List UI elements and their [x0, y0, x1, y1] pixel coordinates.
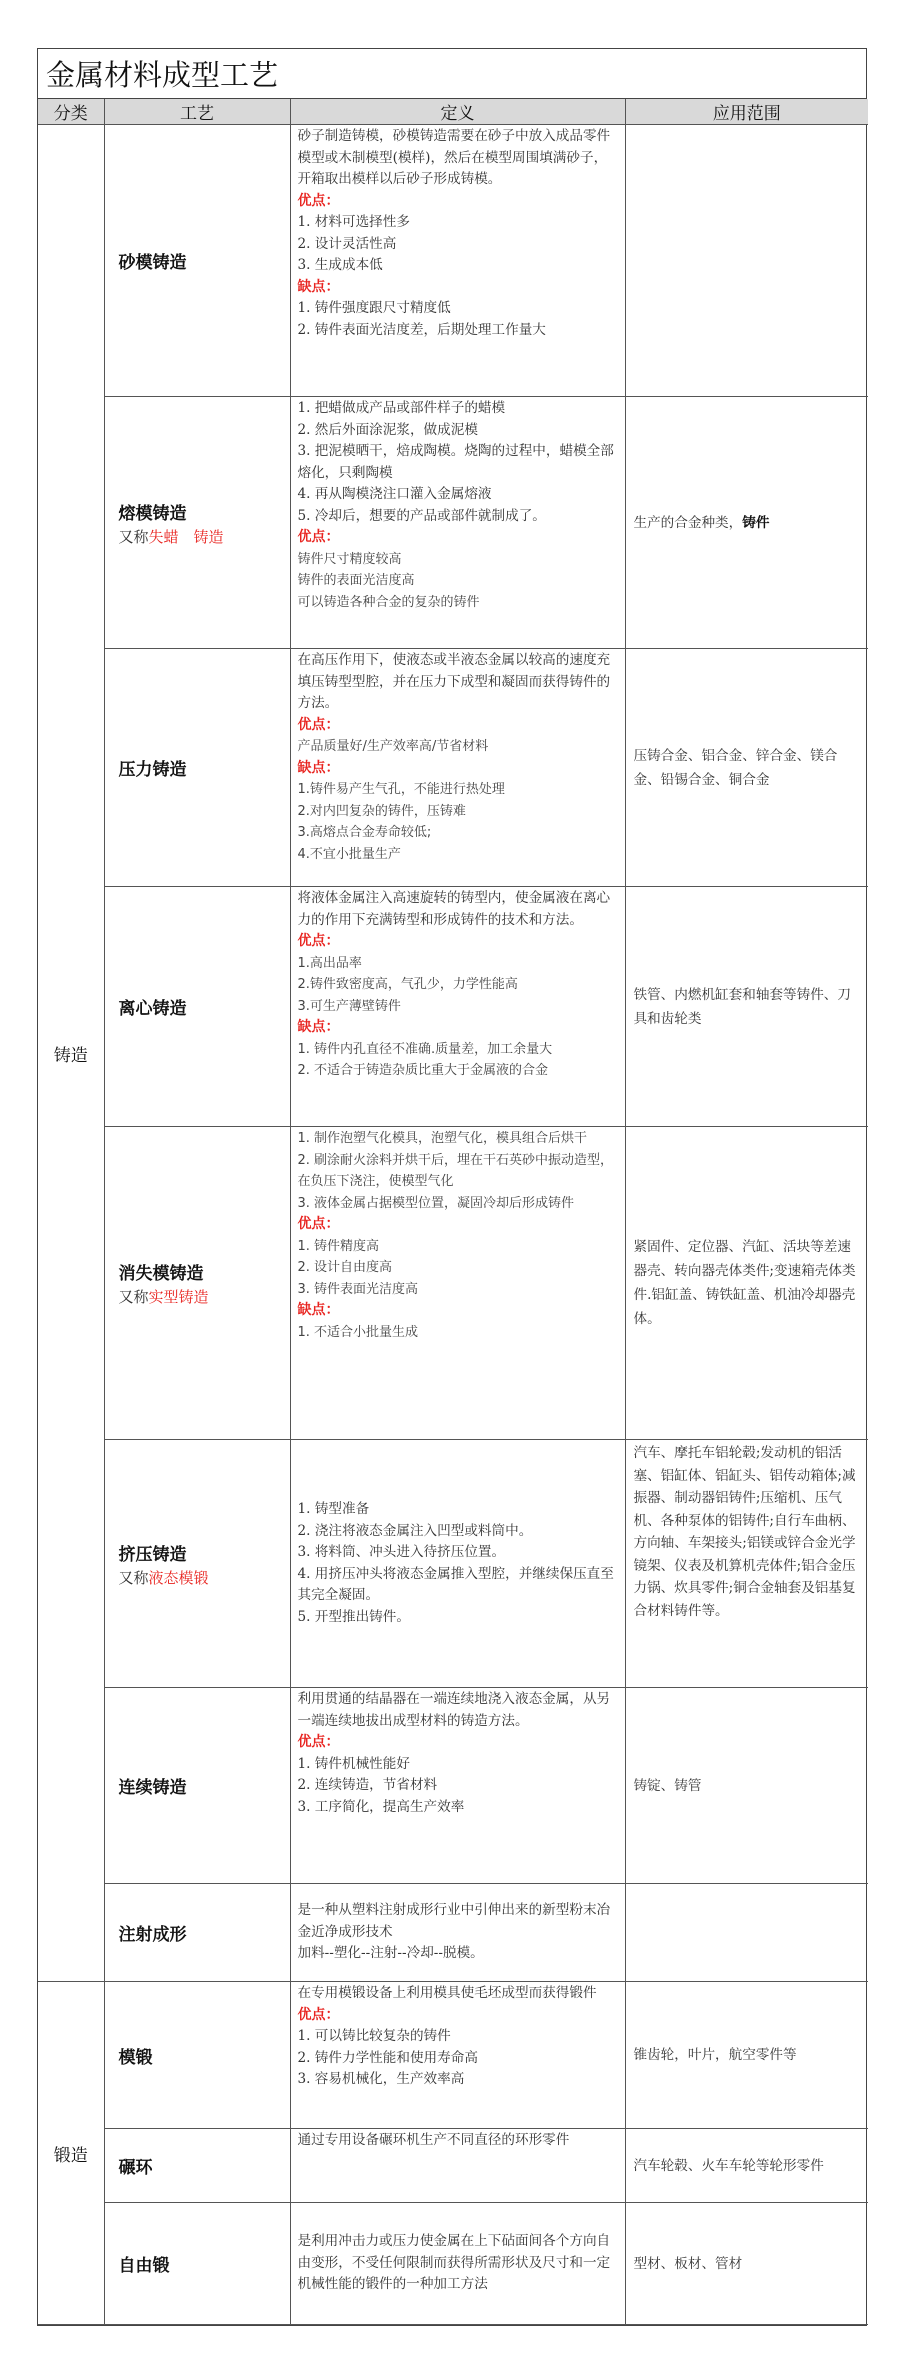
cons-label: 缺点：: [297, 1302, 340, 1318]
process-cell: [104, 2129, 290, 2203]
table-body: [38, 125, 868, 2325]
application-cell: [625, 1688, 868, 1884]
process-table: [38, 99, 868, 2325]
definition-cell: [290, 887, 625, 1127]
application-text: 铸锭、铸管: [633, 1777, 702, 1794]
process-name: 砂模铸造: [118, 253, 187, 273]
alias-name: 实型铸造: [148, 1288, 209, 1306]
pros-item: 2. 连续铸造，节省材料: [297, 1777, 438, 1793]
pros-item: 3. 容易机械化，生产效率高: [297, 2071, 465, 2087]
pros-item: 2. 铸件力学性能和使用寿命高: [297, 2049, 478, 2066]
process-name: 碾环: [118, 2158, 153, 2178]
process-name: 连续铸造: [118, 1778, 187, 1798]
alias-name: 液态模锻: [148, 1568, 209, 1587]
table-row: [38, 1688, 868, 1884]
process-name: 挤压铸造: [118, 1544, 187, 1565]
pros-item: 1. 铸件精度高: [297, 1238, 380, 1254]
process-alias: [119, 1567, 290, 1588]
pros-item: 铸件尺寸精度较高: [297, 551, 402, 567]
cons-label: 缺点：: [297, 759, 340, 776]
pros-label: 优点：: [297, 933, 340, 949]
cons-item: 1. 铸件强度跟尺寸精度低: [297, 300, 451, 316]
cons-item: 2. 不适合于铸造杂质比重大于金属液的合金: [297, 1063, 549, 1078]
application-cell: [625, 1440, 868, 1688]
process-cell: [104, 1440, 290, 1688]
application-cell: [625, 2129, 868, 2203]
process-name: 压力铸造: [118, 760, 187, 780]
table-row: [38, 887, 868, 1127]
process-alias: [119, 1286, 290, 1307]
application-text: 紧固件、定位器、汽缸、活块等差速器壳、转向器壳体类件;变速箱壳体类件.铝缸盖、铸铁缸盖、机油冷却器壳体。: [633, 1239, 856, 1327]
process-cell: [104, 649, 290, 887]
process-name: 熔模铸造: [118, 503, 187, 524]
table-row: [38, 2203, 868, 2325]
definition-line: 2. 刷涂耐火涂料并烘干后，埋在干石英砂中振动造型，在负压下浇注，使模型气化: [297, 1152, 614, 1189]
pros-item: 1. 材料可选择性多: [297, 214, 410, 230]
pros-label: 优点：: [297, 716, 340, 733]
table-row: [38, 649, 868, 887]
definition-line: 3. 把泥模晒干，焙成陶模。烧陶的过程中，蜡模全部熔化，只剩陶模: [297, 443, 614, 481]
definition-line: 通过专用设备碾环机生产不同直径的环形零件: [297, 2132, 570, 2148]
definition-line: 1. 制作泡塑气化模具，泡塑气化，模具组合后烘干: [297, 1131, 588, 1146]
definition-cell: [290, 125, 625, 397]
cons-label: 缺点：: [297, 278, 340, 295]
application-text: 压铸合金、铝合金、锌合金、镁合金、铅锡合金、铜合金: [633, 747, 838, 788]
application-cell: [625, 1127, 868, 1440]
pros-item: 产品质量好/生产效率高/节省材料: [297, 739, 489, 754]
process-cell: [104, 1884, 290, 1982]
process-cell: [104, 125, 290, 397]
definition-line: 是一种从塑料注射成形行业中引伸出来的新型粉末冶金近净成形技术: [297, 1902, 611, 1940]
definition-line: 4. 再从陶模浇注口灌入金属熔液: [297, 486, 492, 502]
table-row: [38, 1440, 868, 1688]
definition-cell: [290, 1982, 625, 2129]
application-text: 铁管、内燃机缸套和轴套等铸件、刀具和齿轮类: [633, 986, 851, 1027]
definition-line: 在专用模锻设备上利用模具使毛坯成型而获得锻件: [297, 1985, 597, 2001]
cons-item: 1.铸件易产生气孔，不能进行热处理: [297, 782, 505, 797]
pros-item: 1.高出品率: [297, 955, 362, 971]
application-text: 汽车、摩托车铝轮毂;发动机的铝活塞、铝缸体、铝缸头、铝传动箱体;减振器、制动器铝铸件;压缩机、压气机、各种泵体的铝铸件;自行车曲柄、方向轴、车架接头;铝镁或锌合金光学镜架、仪表及机算机壳体件;铝合金压力锅、炊具零件;铜合金轴套及铝基复合材料铸件等。: [633, 1445, 856, 1619]
pros-item: 3.可生产薄壁铸件: [297, 998, 401, 1014]
process-cell: [104, 1127, 290, 1440]
definition-line: 5. 开型推出铸件。: [297, 1608, 410, 1625]
definition-line: 是利用冲击力或压力使金属在上下砧面间各个方向自由变形，不受任何限制而获得所需形状及尺寸和一定机械性能的锻件的一种加工方法: [297, 2233, 611, 2293]
definition-line: 3. 液体金属占据模型位置，凝固冷却后形成铸件: [297, 1195, 575, 1211]
category-cell: 锻造: [38, 1982, 104, 2325]
process-name: 消失模铸造: [118, 1264, 204, 1284]
definition-line: 1. 把蜡做成产品或部件样子的蜡模: [297, 400, 506, 416]
application-cell: [625, 649, 868, 887]
application-bold-text: 铸件: [742, 514, 770, 531]
table-row: [38, 1982, 868, 2129]
application-text: 汽车轮毂、火车车轮等轮形零件: [633, 2157, 824, 2174]
pros-label: 优点：: [297, 1734, 340, 1750]
definition-cell: [290, 1884, 625, 1982]
category-cell: 铸造: [38, 125, 104, 1982]
pros-label: 优点：: [297, 529, 340, 545]
definition-line: 加料--塑化--注射--冷却--脱模。: [297, 1945, 484, 1962]
cons-item: 1. 铸件内孔直径不准确.质量差，加工余量大: [297, 1041, 553, 1057]
definition-line: 1. 铸型准备: [297, 1501, 370, 1517]
definition-cell: [290, 1127, 625, 1440]
cons-label: 缺点：: [297, 1019, 340, 1035]
definition-cell: [290, 1688, 625, 1884]
header-category: 分类: [38, 99, 104, 125]
pros-item: 2.铸件致密度高，气孔少，力学性能高: [297, 977, 518, 992]
pros-item: 3. 工序简化，提高生产效率: [297, 1798, 465, 1815]
definition-cell: [290, 2203, 625, 2325]
process-cell: [104, 887, 290, 1127]
pros-label: 优点：: [297, 2006, 340, 2023]
definition-line: 4. 用挤压冲头将液态金属推入型腔，并继续保压直至其完全凝固。: [297, 1565, 614, 1603]
process-cell: [104, 1688, 290, 1884]
application-cell: [625, 125, 868, 397]
pros-item: 可以铸造各种合金的复杂的铸件: [297, 594, 480, 610]
header-application: 应用范围: [625, 99, 868, 125]
table-row: [38, 1884, 868, 1982]
definition-line: 将液体金属注入高速旋转的铸型内，使金属液在离心力的作用下充满铸型和形成铸件的技术和方法。: [297, 890, 611, 928]
cons-item: 4.不宜小批量生产: [297, 846, 401, 862]
application-cell: [625, 2203, 868, 2325]
process-cell: [104, 397, 290, 649]
table-row: [38, 397, 868, 649]
definition-line: 砂子制造铸模，砂模铸造需要在砂子中放入成品零件模型或木制模型(模样)，然后在模型周围填满砂子，开箱取出模样以后砂子形成铸模。: [297, 128, 611, 187]
process-name: 注射成形: [118, 1925, 187, 1945]
process-alias: [119, 526, 290, 547]
header-process: 工艺: [104, 99, 290, 125]
application-text: 生产的合金种类，: [633, 514, 743, 531]
page-title: 金属材料成型工艺: [46, 58, 279, 92]
cons-item: 2.对内凹复杂的铸件，压铸难: [297, 803, 466, 819]
pros-item: 2. 设计自由度高: [297, 1260, 393, 1275]
application-text: 型材、板材、管材: [633, 2255, 743, 2272]
pros-item: 铸件的表面光洁度高: [297, 573, 415, 588]
definition-line: 2. 然后外面涂泥浆，做成泥模: [297, 421, 478, 438]
header-row: [38, 99, 868, 125]
definition-line: 3. 将料筒、冲头进入待挤压位置。: [297, 1544, 506, 1560]
alias-prefix: 又称: [118, 1568, 149, 1587]
alias-prefix: 又称: [118, 527, 149, 546]
application-cell: [625, 1884, 868, 1982]
table-row: [38, 2129, 868, 2203]
definition-line: 5. 冷却后，想要的产品或部件就制成了。: [297, 507, 546, 524]
alias-prefix: 又称: [118, 1288, 149, 1306]
application-cell: [625, 397, 868, 649]
cons-item: 3.高熔点合金寿命较低;: [297, 825, 432, 840]
table-row: [38, 1127, 868, 1440]
pros-item: 3. 铸件表面光洁度高: [297, 1281, 419, 1297]
table-row: [38, 125, 868, 397]
application-cell: [625, 1982, 868, 2129]
process-cell: [104, 2203, 290, 2325]
process-name: 离心铸造: [118, 999, 187, 1019]
pros-item: 1. 可以铸比较复杂的铸件: [297, 2028, 451, 2044]
process-name: 模锻: [118, 2047, 153, 2068]
application-text: 锥齿轮，叶片，航空零件等: [633, 2047, 797, 2063]
pros-label: 优点：: [297, 192, 340, 209]
process-name: 自由锻: [118, 2256, 170, 2276]
pros-item: 3. 生成成本低: [297, 257, 383, 273]
pros-label: 优点：: [297, 1216, 340, 1232]
alias-name: 失蜡 铸造: [148, 527, 224, 546]
process-table-sheet: [37, 48, 867, 2326]
cons-item: 2. 铸件表面光洁度差，后期处理工作量大: [297, 321, 546, 338]
pros-item: 2. 设计灵活性高: [297, 235, 397, 252]
definition-line: 2. 浇注将液态金属注入凹型或料筒中。: [297, 1522, 533, 1539]
title-row: [38, 49, 866, 99]
process-cell: [104, 1982, 290, 2129]
definition-cell: [290, 1440, 625, 1688]
pros-item: 1. 铸件机械性能好: [297, 1755, 410, 1772]
definition-cell: [290, 2129, 625, 2203]
cons-item: 1. 不适合小批量生成: [297, 1324, 419, 1340]
header-definition: 定义: [290, 99, 625, 125]
definition-cell: [290, 397, 625, 649]
application-cell: [625, 887, 868, 1127]
definition-line: 利用贯通的结晶器在一端连续地浇入液态金属，从另一端连续地拔出成型材料的铸造方法。: [297, 1691, 611, 1729]
definition-line: 在高压作用下，使液态或半液态金属以较高的速度充填压铸型型腔，并在压力下成型和凝固而获得铸件的方法。: [297, 652, 611, 711]
definition-cell: [290, 649, 625, 887]
